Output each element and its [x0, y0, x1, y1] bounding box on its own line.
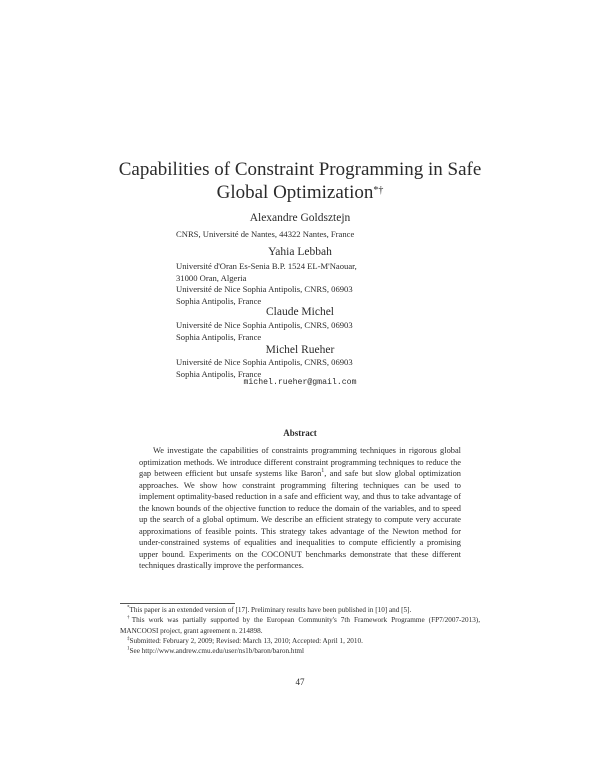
author-name-2: Yahia Lebbah [268, 246, 332, 258]
contact-email: michel.rueher@gmail.com [243, 378, 357, 387]
author-affiliation-1 [176, 229, 354, 241]
affiliation-line: CNRS, Université de Nantes, 44322 Nantes, France [176, 229, 355, 239]
footnote [120, 646, 480, 656]
page-number: 47 [295, 677, 305, 687]
author-affiliation-3 [176, 320, 353, 343]
abstract-body [139, 445, 461, 572]
footnote-rule [120, 603, 235, 604]
affiliation-line: Sophia Antipolis, France [176, 295, 262, 306]
title-line-2 [0, 181, 600, 204]
affiliation-line: Université d'Oran Es-Senia B.P. 1524 EL-M'Naouar, [176, 261, 357, 271]
author-affiliation-2 [176, 261, 357, 307]
author-name-3: Claude Michel [265, 306, 335, 318]
footnote [120, 636, 480, 646]
abstract-footnote-ref: 1 [321, 468, 325, 475]
footnote-text: This paper is an extended version of [17]. Preliminary results have been published in [10] and [5]. [129, 606, 412, 614]
title-footnote-marks: *† [373, 185, 384, 196]
title-line-1: Capabilities of Constraint Programming in Safe [118, 159, 482, 180]
footnote [120, 615, 480, 636]
affiliation-line: Sophia Antipolis, France [176, 368, 262, 379]
footnote [120, 605, 480, 615]
affiliation-line: Université de Nice Sophia Antipolis, CNRS, 06903 [176, 320, 353, 330]
footnotes [120, 605, 480, 656]
footnote-mark: ‡ [127, 636, 130, 642]
footnote-mark: † [127, 615, 132, 621]
author-name-1: Alexandre Goldsztejn [249, 212, 351, 224]
title-line-2-text: Global Optimization [216, 182, 374, 203]
abstract-heading: Abstract [283, 428, 317, 438]
footnote-text: Submitted: February 2, 2009; Revised: March 13, 2010; Accepted: April 1, 2010. [129, 636, 363, 645]
footnote-text: See http://www.andrew.cmu.edu/user/ns1b/baron/baron.html [129, 647, 305, 656]
abstract-text-part-1: We investigate the capabilities of constraints programming techniques in rigorous global optimization methods. We introduce different constraint programming techniques to reduce the gap between efficient but unsafe systems like Baron [139, 446, 461, 478]
affiliation-line: 31000 Oran, Algeria [176, 272, 247, 283]
abstract-text-part-2: , and safe but slow global optimization approaches. We show how constraint programming filtering techniques can be used to implement optimality-based reduction in a safe and efficient way, and thus to take advantage of the known bounds of the objective function to reduce the domain of the variables, and to speed up the search of a global optimum. We describe an efficient strategy to compute very accurate approximations of feasible points. This strategy takes advantage of the Newton method for under-constrained systems of equalities and inequalities to compute efficiently a promising upper bound. Experiments on the COCONUT benchmarks demonstrate that these different techniques drastically improve the performances. [139, 469, 461, 570]
affiliation-line: Université de Nice Sophia Antipolis, CNRS, 06903 [176, 284, 353, 295]
footnote-text: This work was partially supported by the European Community's 7th Framework Programme (FP7/2007-2013), MANCOOSI project, grant agreement n. 214898. [120, 616, 480, 635]
footnote-mark: 1 [127, 646, 130, 652]
affiliation-line: Université de Nice Sophia Antipolis, CNRS, 06903 [176, 357, 353, 367]
paper-title [0, 158, 600, 204]
footnote-mark: * [127, 605, 130, 611]
affiliation-line: Sophia Antipolis, France [176, 331, 262, 342]
author-name-4: Michel Rueher [265, 344, 335, 356]
author-affiliation-4 [176, 357, 353, 380]
